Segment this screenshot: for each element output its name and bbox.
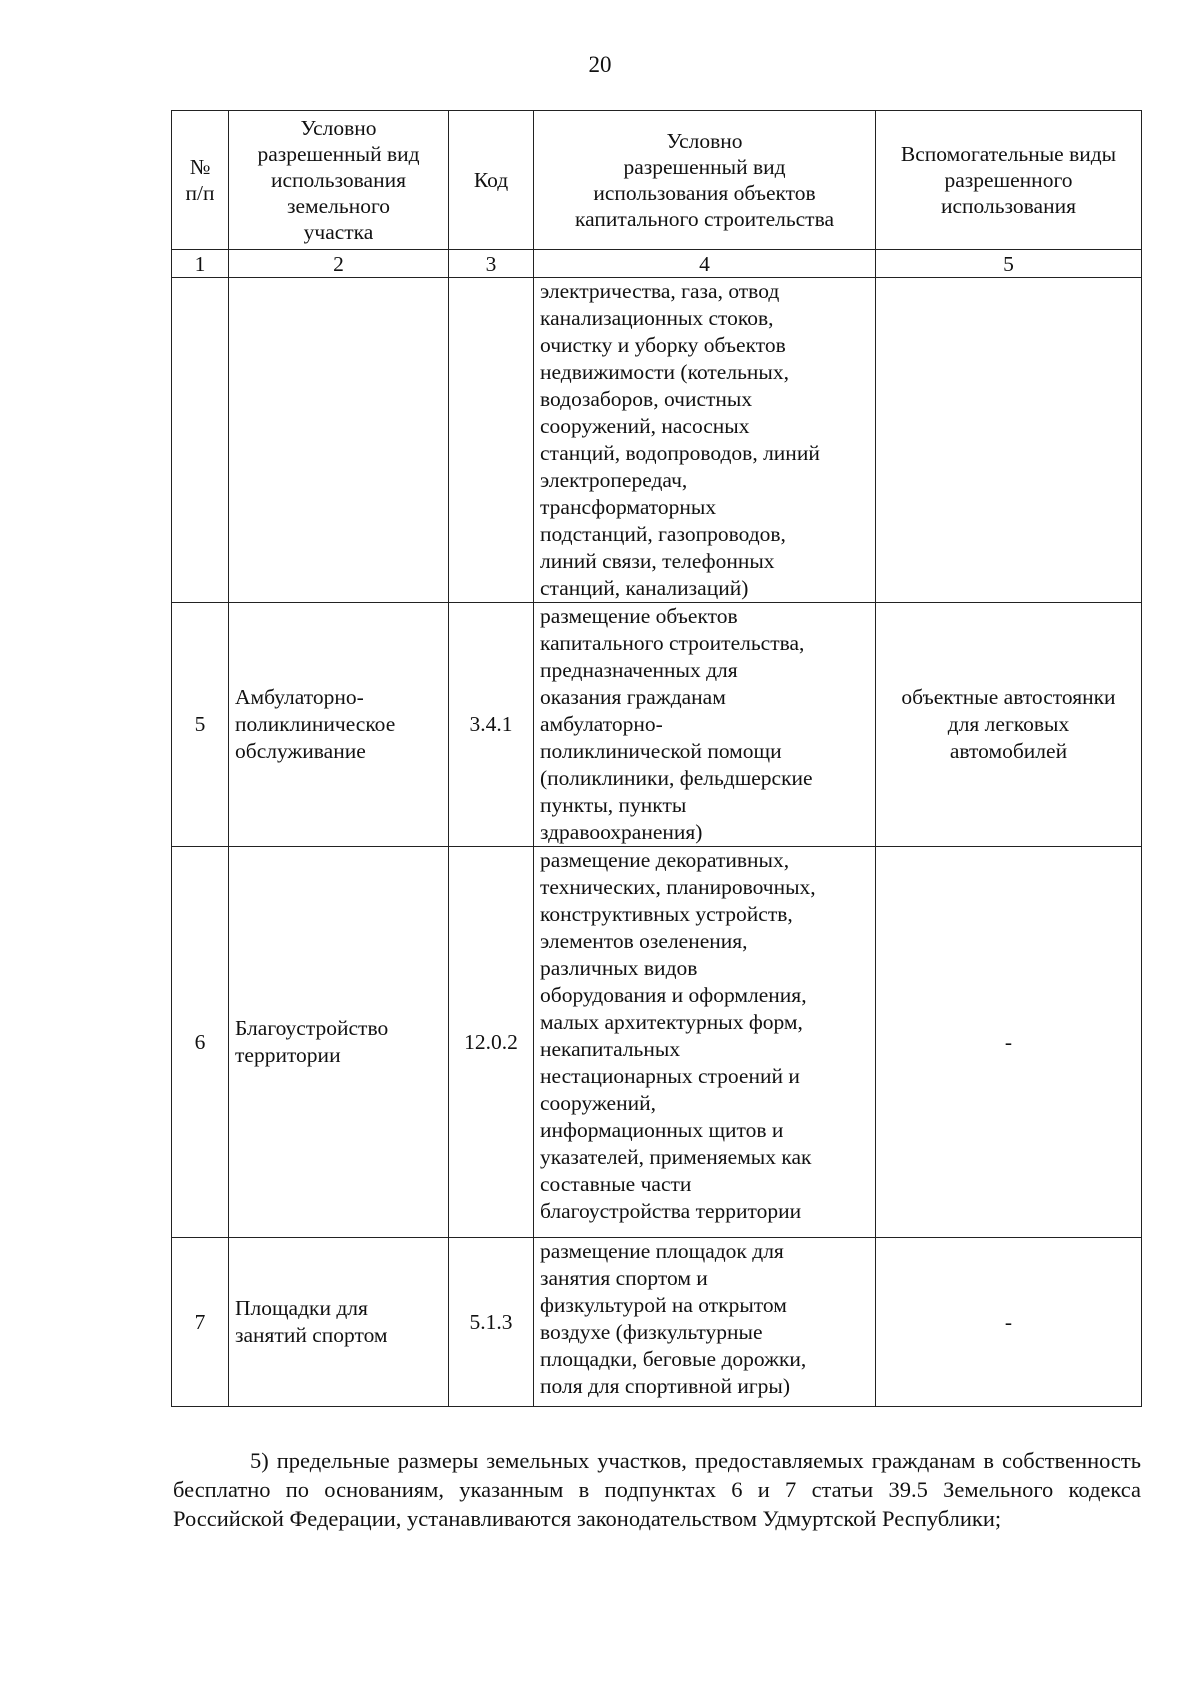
table-row — [172, 603, 1142, 847]
table-row — [172, 278, 1142, 603]
paragraph-text: 5) предельные размеры земельных участков, предоставляемых гражданам в собственность бесплатно по основаниям, указанным в подпунктах 6 и 7 статьи 39.5 Земельного кодекса Российской Федерации, устанавливаются законодательством Удмуртской Республики; — [173, 1448, 1141, 1531]
row-description — [534, 1238, 876, 1407]
row-description — [534, 603, 876, 847]
row-auxiliary: - — [876, 1238, 1142, 1407]
header-auxiliary-use-text: Вспомогательные виды разрешенного использования — [900, 142, 1117, 218]
row-land-use-name — [229, 603, 449, 847]
header-capital-construction-use-text: Условно разрешенный вид использования объектов капитального строительства — [574, 129, 834, 231]
header-number-text: № п/п — [185, 155, 215, 205]
row-code: 12.0.2 — [449, 847, 534, 1238]
header-code-text: Код — [473, 168, 509, 192]
page-number: 20 — [588, 52, 612, 77]
column-number-5: 5 — [876, 250, 1142, 278]
row-code: 3.4.1 — [449, 603, 534, 847]
row-number: 5 — [172, 603, 229, 847]
row-land-use-name — [229, 847, 449, 1238]
row-description — [534, 278, 876, 603]
column-numbering-row — [172, 250, 1142, 278]
row-land-use-name — [229, 278, 449, 603]
row-code: 5.1.3 — [449, 1238, 534, 1407]
column-number-3: 3 — [449, 250, 534, 278]
table-header-row — [172, 111, 1142, 250]
row-land-use-name-text: Благоустройство территории — [235, 1016, 389, 1067]
land-use-table — [171, 110, 1142, 1407]
row-description-text: размещение объектов капитального строительства, предназначенных для оказания гражданам амбулаторно- поликлинической помощи (поликлиники, фельдшерские пункты, пункты здравоохранения) — [540, 604, 813, 844]
row-land-use-name-text: Площадки для занятий спортом — [235, 1296, 388, 1347]
row-auxiliary: - — [876, 847, 1142, 1238]
row-description — [534, 847, 876, 1238]
row-auxiliary — [876, 278, 1142, 603]
row-number — [172, 278, 229, 603]
body-paragraph — [173, 1446, 1141, 1533]
row-land-use-name — [229, 1238, 449, 1407]
header-land-use-type — [229, 111, 449, 250]
row-auxiliary — [876, 603, 1142, 847]
header-land-use-type-text: Условно разрешенный вид использования земельного участка — [257, 116, 420, 244]
column-number-1: 1 — [172, 250, 229, 278]
column-number-2: 2 — [229, 250, 449, 278]
row-land-use-name-text: Амбулаторно- поликлиническое обслуживание — [235, 685, 396, 763]
header-auxiliary-use — [876, 111, 1142, 250]
table-row — [172, 847, 1142, 1238]
header-number — [172, 111, 229, 250]
row-auxiliary-text: объектные автостоянки для легковых автомобилей — [901, 685, 1116, 763]
row-code — [449, 278, 534, 603]
header-code — [449, 111, 534, 250]
row-number: 7 — [172, 1238, 229, 1407]
header-capital-construction-use — [534, 111, 876, 250]
row-number: 6 — [172, 847, 229, 1238]
column-number-4: 4 — [534, 250, 876, 278]
row-description-text: размещение декоративных, технических, планировочных, конструктивных устройств, элементов озеленения, различных видов оборудования и оформления, малых архитектурных форм, некапитальных нестационарных строений и сооружений, информационных щитов и указателей, применяемых как составные части благоустройства территории — [540, 848, 816, 1223]
table-row — [172, 1238, 1142, 1407]
row-description-text: размещение площадок для занятия спортом и физкультурой на открытом воздухе (физкультурные площадки, беговые дорожки, поля для спортивной игры) — [540, 1239, 807, 1398]
row-description-text: электричества, газа, отвод канализационных стоков, очистку и уборку объектов недвижимости (котельных, водозаборов, очистных сооружений, насосных станций, водопроводов, линий электропередач, трансформаторных подстанций, газопроводов, линий связи, телефонных станций, канализаций) — [540, 279, 820, 600]
